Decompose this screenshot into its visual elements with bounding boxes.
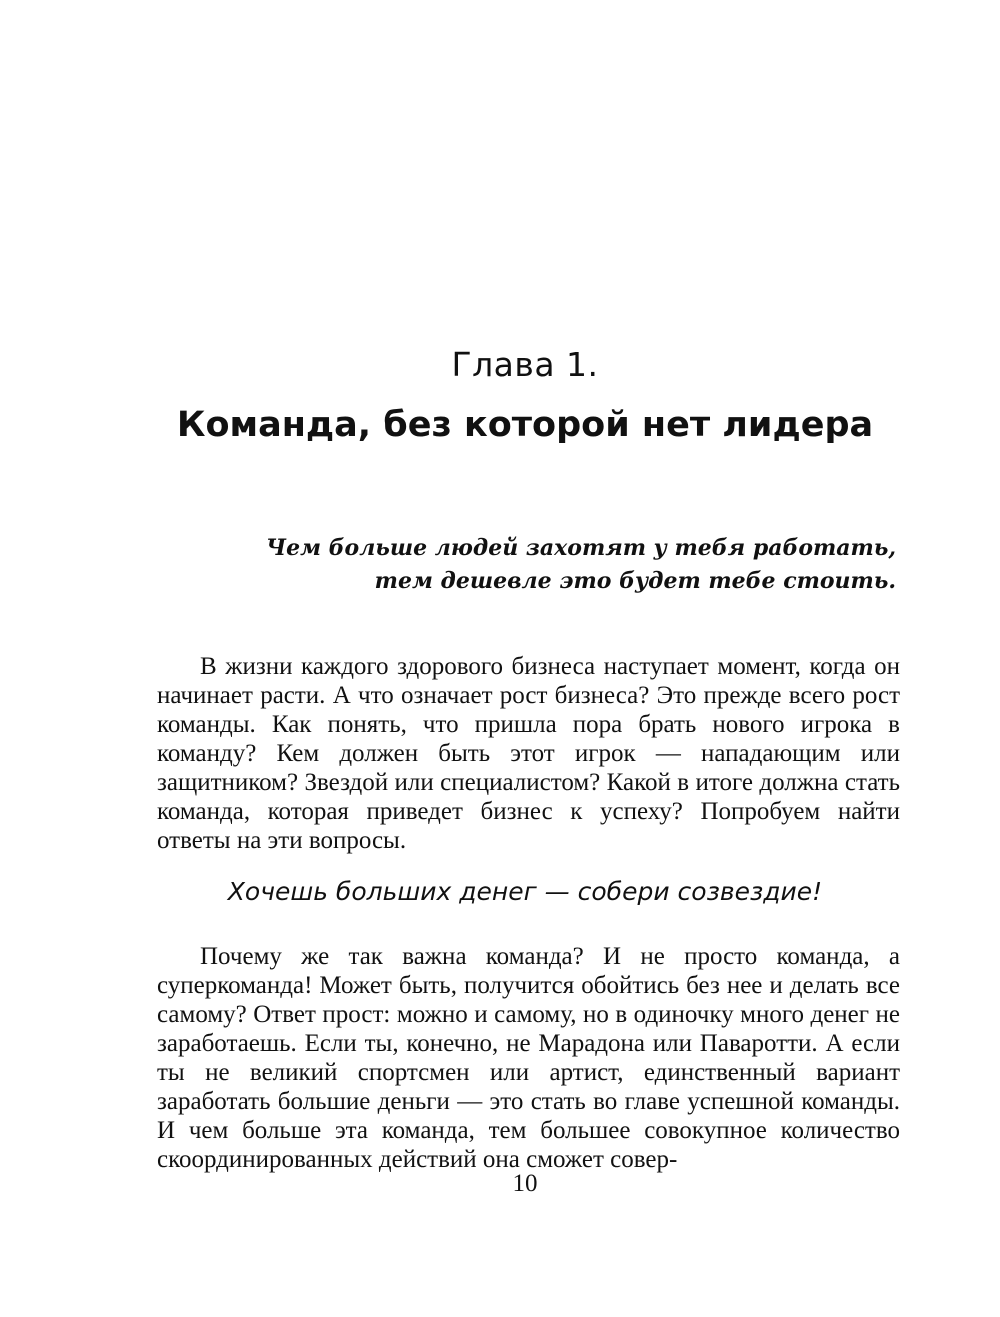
epigraph xyxy=(196,532,896,598)
paragraph-team: Почему же так важна команда? И не просто команда, а суперкоманда! Может быть, получится обойтись без нее и делать все самому? Ответ прост: можно и самому, но в одиночку много денег не заработаешь. Если ты, конечно, не Марадона или Паваротти. А если ты не великий спортсмен или артист, единственный вариант заработать большие деньги — это стать во главе успешной команды. И чем больше эта команда, тем большее совокупное количество скоординированных действий она сможет совер- xyxy=(157,943,900,1173)
section-heading: Хочешь больших денег — собери созвездие! xyxy=(227,877,823,906)
paragraph-intro: В жизни каждого здорового бизнеса наступает момент, когда он начинает расти. А что означает рост бизнеса? Это прежде всего рост команды. Как понять, что пришла пора брать нового игрока в команду? Кем должен быть этот игрок — нападающим или защитником? Звездой или специалистом? Какой в итоге должна стать команда, которая приведет бизнес к успеху? Попробуем найти ответы на эти вопросы. xyxy=(157,653,900,854)
epigraph-line-2: тем дешевле это будет тебе стоить. xyxy=(374,568,896,594)
chapter-title: Команда, без которой нет лидера xyxy=(176,405,874,445)
chapter-label: Глава 1. xyxy=(451,345,599,384)
epigraph-line-1: Чем больше людей захотят у тебя работать, xyxy=(266,535,896,561)
page-number: 10 xyxy=(512,1170,538,1197)
